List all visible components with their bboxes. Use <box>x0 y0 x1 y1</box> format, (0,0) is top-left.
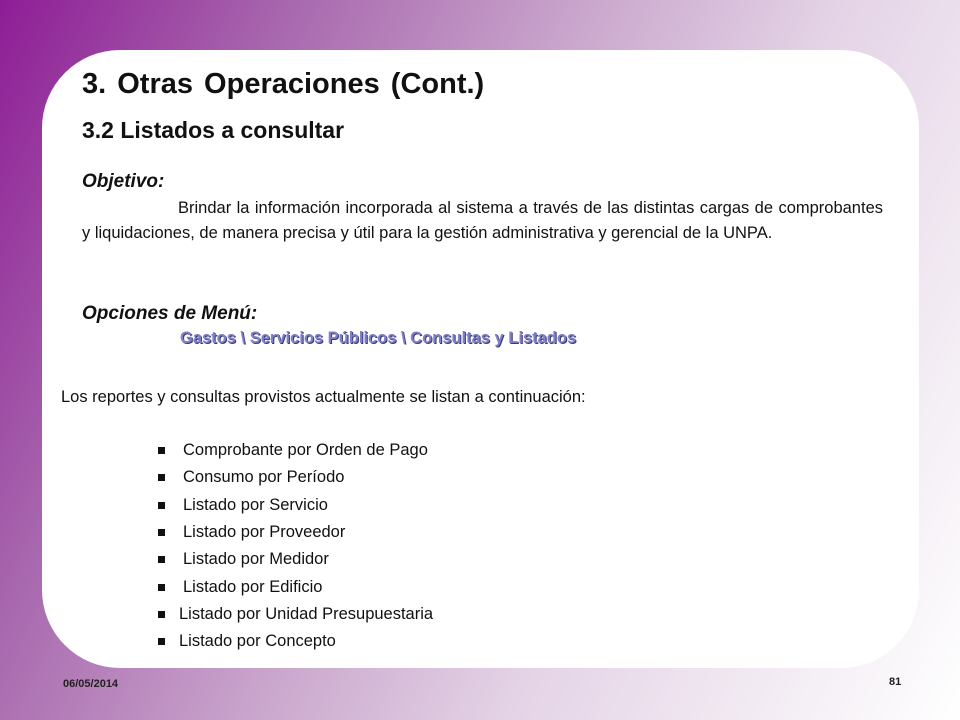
list-item <box>158 573 433 600</box>
list-item <box>158 519 433 546</box>
slide-subtitle: 3.2 Listados a consultar <box>82 117 345 143</box>
list-item-label: Listado por Edificio <box>183 577 323 596</box>
square-bullet-icon <box>158 611 165 618</box>
list-item-label: Listado por Unidad Presupuestaria <box>179 604 434 623</box>
square-bullet-icon <box>158 502 165 509</box>
menu-options-label: Opciones de Menú: <box>82 303 258 324</box>
square-bullet-icon <box>158 584 165 591</box>
list-item <box>158 546 433 573</box>
list-item-label: Listado por Proveedor <box>183 523 346 542</box>
list-item <box>158 601 433 628</box>
square-bullet-icon <box>158 529 165 536</box>
page-number: 81 <box>889 676 902 688</box>
objective-label: Objetivo: <box>82 171 165 192</box>
footer-date: 06/05/2014 <box>63 678 119 690</box>
square-bullet-icon <box>158 556 165 563</box>
square-bullet-icon <box>158 447 165 454</box>
square-bullet-icon <box>158 638 165 645</box>
list-item-label: Comprobante por Orden de Pago <box>183 441 428 460</box>
list-item <box>158 628 433 655</box>
list-item <box>158 492 433 519</box>
square-bullet-icon <box>158 474 165 481</box>
report-list <box>158 437 433 655</box>
list-item-label: Listado por Servicio <box>183 495 328 514</box>
menu-path: Gastos \ Servicios Públicos \ Consultas y Listados <box>180 329 577 347</box>
list-item <box>158 437 433 464</box>
list-item-label: Consumo por Período <box>183 468 345 487</box>
slide-title: 3. Otras Operaciones (Cont.) <box>82 68 485 100</box>
list-item-label: Listado por Medidor <box>183 550 329 569</box>
reports-intro: Los reportes y consultas provistos actualmente se listan a continuación: <box>61 388 586 406</box>
list-item-label: Listado por Concepto <box>179 632 336 651</box>
list-item <box>158 464 433 491</box>
objective-text: Brindar la información incorporada al sistema a través de las distintas cargas de comprobantes y liquidaciones, de manera precisa y útil para la gestión administrativa y gerencial de la UNPA. <box>82 199 883 242</box>
